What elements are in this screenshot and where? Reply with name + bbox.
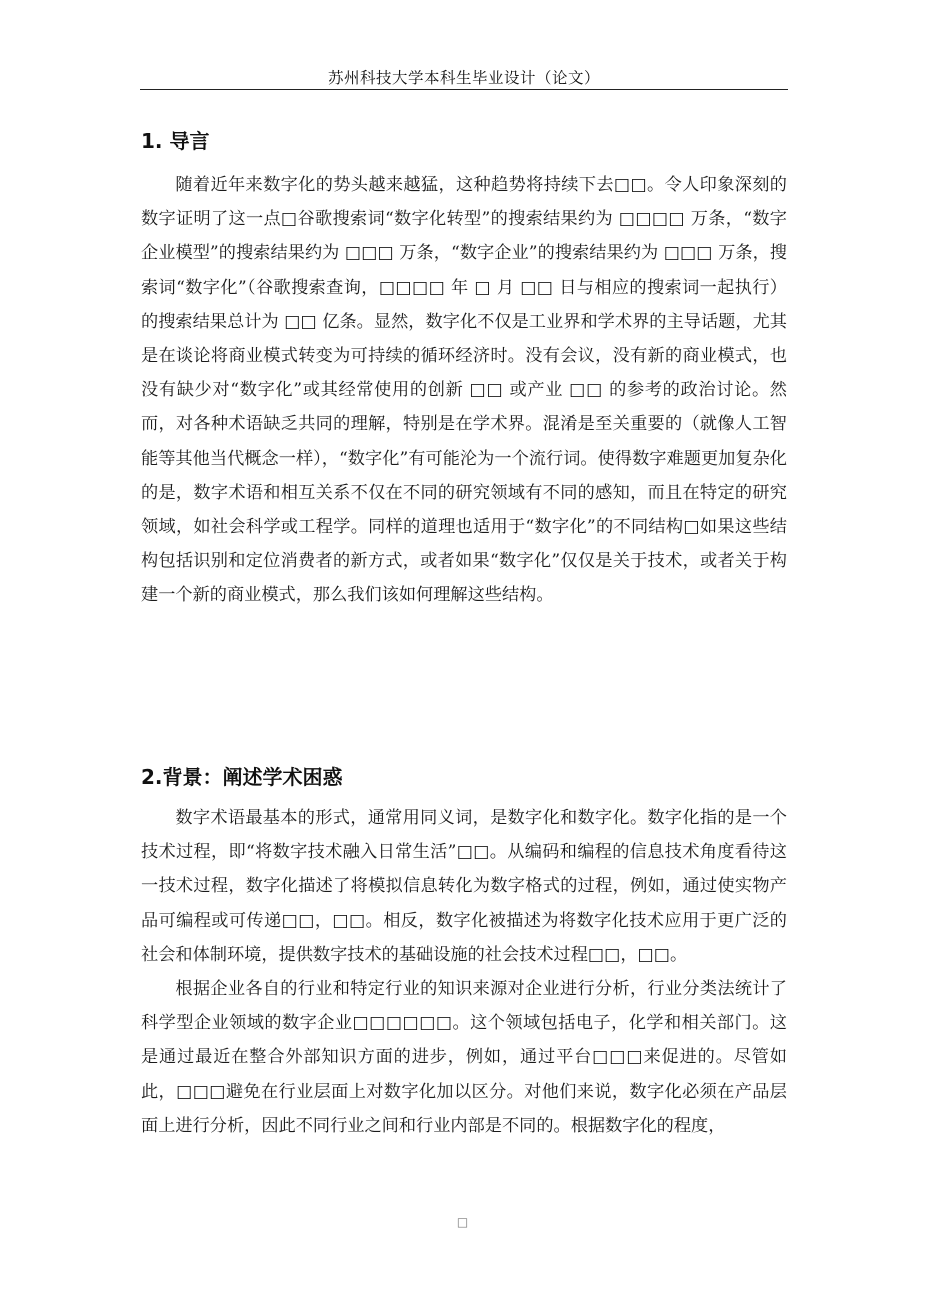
page-number: □ <box>456 1215 469 1229</box>
section-heading-background: 2.背景：阐述学术困惑 <box>141 765 343 789</box>
section-heading-introduction: 1. 导言 <box>141 129 210 153</box>
paragraph-background-2: 根据企业各自的行业和特定行业的知识来源对企业进行分析，行业分类法统计了科学型企业领域的数字企业□□□□□□。这个领域包括电子，化学和相关部门。这是通过最近在整合外部知识方面的进步，例如，通过平台□□□来促进的。尽管如此，□□□避免在行业层面上对数字化加以区分。对他们来说，数字化必须在产品层面上进行分析，因此不同行业之间和行业内部是不同的。根据数字化的程度， <box>141 979 787 1136</box>
header-rule <box>140 89 788 90</box>
running-header: 苏州科技大学本科生毕业设计（论文） <box>327 69 600 87</box>
paragraph-background-1: 数字术语最基本的形式，通常用同义词，是数字化和数字化。数字化指的是一个技术过程，即“将数字技术融入日常生活”□□。从编码和编程的信息技术角度看待这一技术过程，数字化描述了将模拟信息转化为数字格式的过程，例如，通过使实物产品可编程或可传递□□，□□。相反，数字化被描述为将数字化技术应用于更广泛的社会和体制环境，提供数字技术的基础设施的社会技术过程□□，□□。 <box>141 808 787 965</box>
paragraph-introduction: 随着近年来数字化的势头越来越猛，这种趋势将持续下去□□。令人印象深刻的数字证明了这一点□谷歌搜索词“数字化转型”的搜索结果约为 □□□□ 万条，“数字企业模型”的搜索结果约为 □□□ 万条，“数字企业”的搜索结果约为 □□□ 万条，搜索词“数字化”（谷歌搜索查询，□□□□ 年 □ 月 □□ 日与相应的搜索词一起执行）的搜索结果总计为 □□ 亿条。显然，数字化不仅是工业界和学术界的主导话题，尤其是在谈论将商业模式转变为可持续的循环经济时。没有会议，没有新的商业模式，也没有缺少对“数字化”或其经常使用的创新 □□ 或产业 □□ 的参考的政治讨论。然而，对各种术语缺乏共同的理解，特别是在学术界。混淆是至关重要的（就像人工智能等其他当代概念一样），“数字化”有可能沦为一个流行词。使得数字难题更加复杂化的是，数字术语和相互关系不仅在不同的研究领域有不同的感知，而且在特定的研究领域，如社会科学或工程学。同样的道理也适用于“数字化”的不同结构□如果这些结构包括识别和定位消费者的新方式，或者如果“数字化”仅仅是关于技术，或者关于构建一个新的商业模式，那么我们该如何理解这些结构。 <box>141 175 787 606</box>
